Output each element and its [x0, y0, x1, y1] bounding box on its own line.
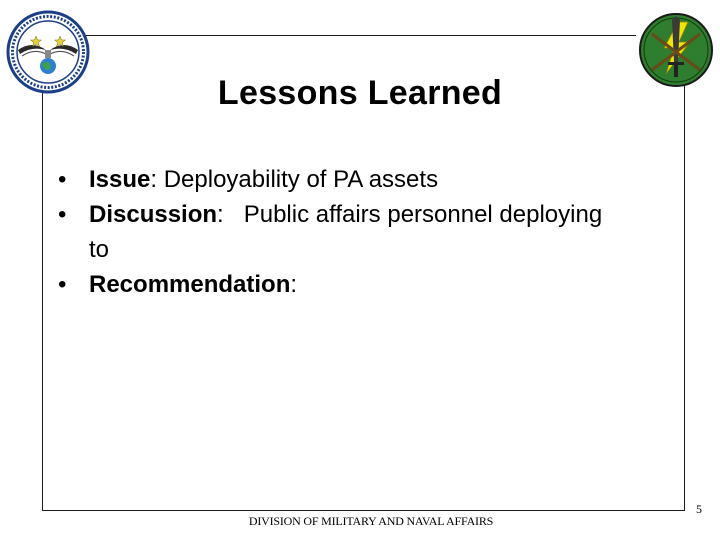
page-number: 5	[696, 502, 702, 516]
bullet-discussion	[58, 197, 618, 267]
slide-title: Lessons Learned	[217, 74, 503, 112]
bullet-text: : Deployability of PA assets	[150, 166, 439, 193]
frame-right-line	[684, 80, 685, 510]
bullet-issue	[58, 162, 618, 197]
frame-left-line	[42, 76, 43, 510]
bullet-recommendation	[58, 267, 618, 302]
bullet-list	[58, 162, 618, 302]
bullet-dot: •	[58, 201, 67, 228]
footer-text: DIVISION OF MILITARY AND NAVAL AFFAIRS	[248, 514, 494, 528]
bullet-text: : Public affairs personnel deploying to	[89, 201, 609, 263]
bullet-dot: •	[58, 166, 67, 193]
bullet-label: Discussion	[89, 201, 218, 228]
bullet-text: :	[290, 271, 298, 298]
frame-top-line	[86, 35, 636, 36]
frame-bottom-line	[42, 510, 685, 511]
bullet-label: Issue	[89, 166, 151, 193]
bullet-label: Recommendation	[89, 271, 291, 298]
bullet-dot: •	[58, 271, 67, 298]
